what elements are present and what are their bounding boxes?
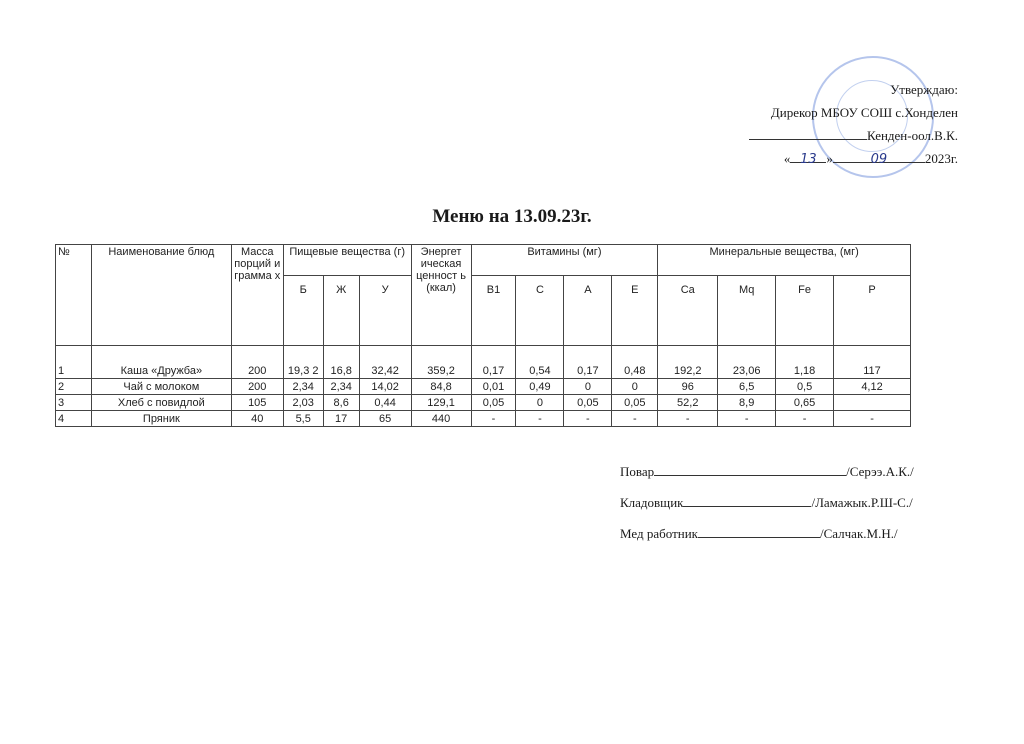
cell-name: Чай с молоком: [91, 379, 231, 395]
date-quote-close: »: [826, 151, 833, 166]
cell-fe: 0,65: [776, 395, 834, 411]
approval-position: Дирекор МБОУ СОШ с.Хонделен: [770, 105, 958, 120]
cell-b: 2,34: [283, 379, 323, 395]
cell-e: -: [612, 411, 658, 427]
cell-num: 3: [56, 395, 92, 411]
cell-num: 2: [56, 379, 92, 395]
cell-p: 117: [834, 346, 911, 379]
cell-num: 4: [56, 411, 92, 427]
cell-u: 32,42: [359, 346, 411, 379]
header-c: C: [516, 276, 564, 346]
cell-e: 0,05: [612, 395, 658, 411]
cell-mass: 200: [231, 346, 283, 379]
cell-p: [834, 395, 911, 411]
cell-name: Каша «Дружба»: [91, 346, 231, 379]
approval-signature-line: [749, 124, 958, 147]
table-row: [56, 411, 911, 427]
cell-a: 0: [564, 379, 612, 395]
medic-signature: [698, 523, 820, 538]
signatures-block: [620, 456, 914, 549]
medic-name: /Салчак.М.Н./: [819, 526, 898, 541]
cell-b: 19,3 2: [283, 346, 323, 379]
date-year: 2023г.: [924, 151, 958, 166]
cell-u: 65: [359, 411, 411, 427]
cell-ca: 52,2: [658, 395, 718, 411]
cell-ca: 96: [658, 379, 718, 395]
cell-fe: 0,5: [776, 379, 834, 395]
storekeeper-label: Кладовщик: [620, 495, 684, 510]
cell-b1: 0,01: [471, 379, 516, 395]
table-row: [56, 395, 911, 411]
cell-ca: -: [658, 411, 718, 427]
cell-b1: 0,05: [471, 395, 516, 411]
cell-a: 0,05: [564, 395, 612, 411]
table-row: [56, 346, 911, 379]
header-u: У: [359, 276, 411, 346]
header-a: A: [564, 276, 612, 346]
header-p: P: [834, 276, 911, 346]
date-day: 13: [790, 148, 826, 163]
header-e: E: [612, 276, 658, 346]
cook-signature-row: [620, 456, 914, 487]
cell-zh: 17: [323, 411, 359, 427]
cell-fe: 1,18: [776, 346, 834, 379]
cell-mass: 200: [231, 379, 283, 395]
cell-zh: 2,34: [323, 379, 359, 395]
menu-table: [55, 244, 911, 427]
cell-name: Хлеб с повидлой: [91, 395, 231, 411]
cell-energy: 440: [411, 411, 471, 427]
cell-zh: 8,6: [323, 395, 359, 411]
cell-energy: 129,1: [411, 395, 471, 411]
cell-c: 0,49: [516, 379, 564, 395]
cell-p: -: [834, 411, 911, 427]
cell-u: 0,44: [359, 395, 411, 411]
header-zh: Ж: [323, 276, 359, 346]
cell-b: 5,5: [283, 411, 323, 427]
medic-label: Мед работник: [620, 526, 698, 541]
cell-mq: 23,06: [718, 346, 776, 379]
cell-energy: 359,2: [411, 346, 471, 379]
header-nutrients: Пищевые вещества (г): [283, 245, 411, 276]
cell-ca: 192,2: [658, 346, 718, 379]
director-name: Кенден-оол.В.К.: [867, 128, 958, 143]
cell-energy: 84,8: [411, 379, 471, 395]
cell-mq: -: [718, 411, 776, 427]
cell-e: 0: [612, 379, 658, 395]
cell-num: 1: [56, 346, 92, 379]
cell-mq: 6,5: [718, 379, 776, 395]
storekeeper-signature-row: [620, 487, 914, 518]
header-vitamins: Витамины (мг): [471, 245, 658, 276]
page-title: Меню на 13.09.23г.: [432, 206, 592, 227]
cell-p: 4,12: [834, 379, 911, 395]
cell-zh: 16,8: [323, 346, 359, 379]
header-fe: Fe: [776, 276, 834, 346]
cell-fe: -: [776, 411, 834, 427]
header-b: Б: [283, 276, 323, 346]
cook-label: Повар: [620, 464, 655, 479]
header-mass: Масса порций и грамма х: [231, 245, 283, 346]
cell-b1: -: [471, 411, 516, 427]
table-row: [56, 379, 911, 395]
approval-block: [749, 78, 958, 170]
cook-name: /Серээ.А.К./: [846, 464, 914, 479]
cell-c: 0: [516, 395, 564, 411]
cell-a: -: [564, 411, 612, 427]
approval-heading: Утверждаю:: [890, 82, 958, 97]
medic-signature-row: [620, 518, 914, 549]
cell-mq: 8,9: [718, 395, 776, 411]
header-minerals: Минеральные вещества, (мг): [658, 245, 911, 276]
cell-u: 14,02: [359, 379, 411, 395]
header-ca: Ca: [658, 276, 718, 346]
director-signature: [749, 125, 867, 140]
cell-c: -: [516, 411, 564, 427]
cell-e: 0,48: [612, 346, 658, 379]
cell-a: 0,17: [564, 346, 612, 379]
approval-date: [749, 147, 958, 170]
cell-name: Пряник: [91, 411, 231, 427]
date-month: 09: [833, 148, 925, 163]
header-b1: B1: [471, 276, 516, 346]
cell-b1: 0,17: [471, 346, 516, 379]
cell-b: 2,03: [283, 395, 323, 411]
date-quote-open: «: [783, 151, 791, 166]
cell-mass: 105: [231, 395, 283, 411]
cell-c: 0,54: [516, 346, 564, 379]
cook-signature: [654, 461, 846, 476]
storekeeper-signature: [683, 492, 811, 507]
storekeeper-name: /Ламажык.Р.Ш-С./: [811, 495, 913, 510]
header-num: №: [56, 245, 92, 346]
header-energy: Энергет ическая ценност ь (ккал): [411, 245, 471, 346]
header-mq: Mq: [718, 276, 776, 346]
cell-mass: 40: [231, 411, 283, 427]
header-name: Наименование блюд: [91, 245, 231, 346]
